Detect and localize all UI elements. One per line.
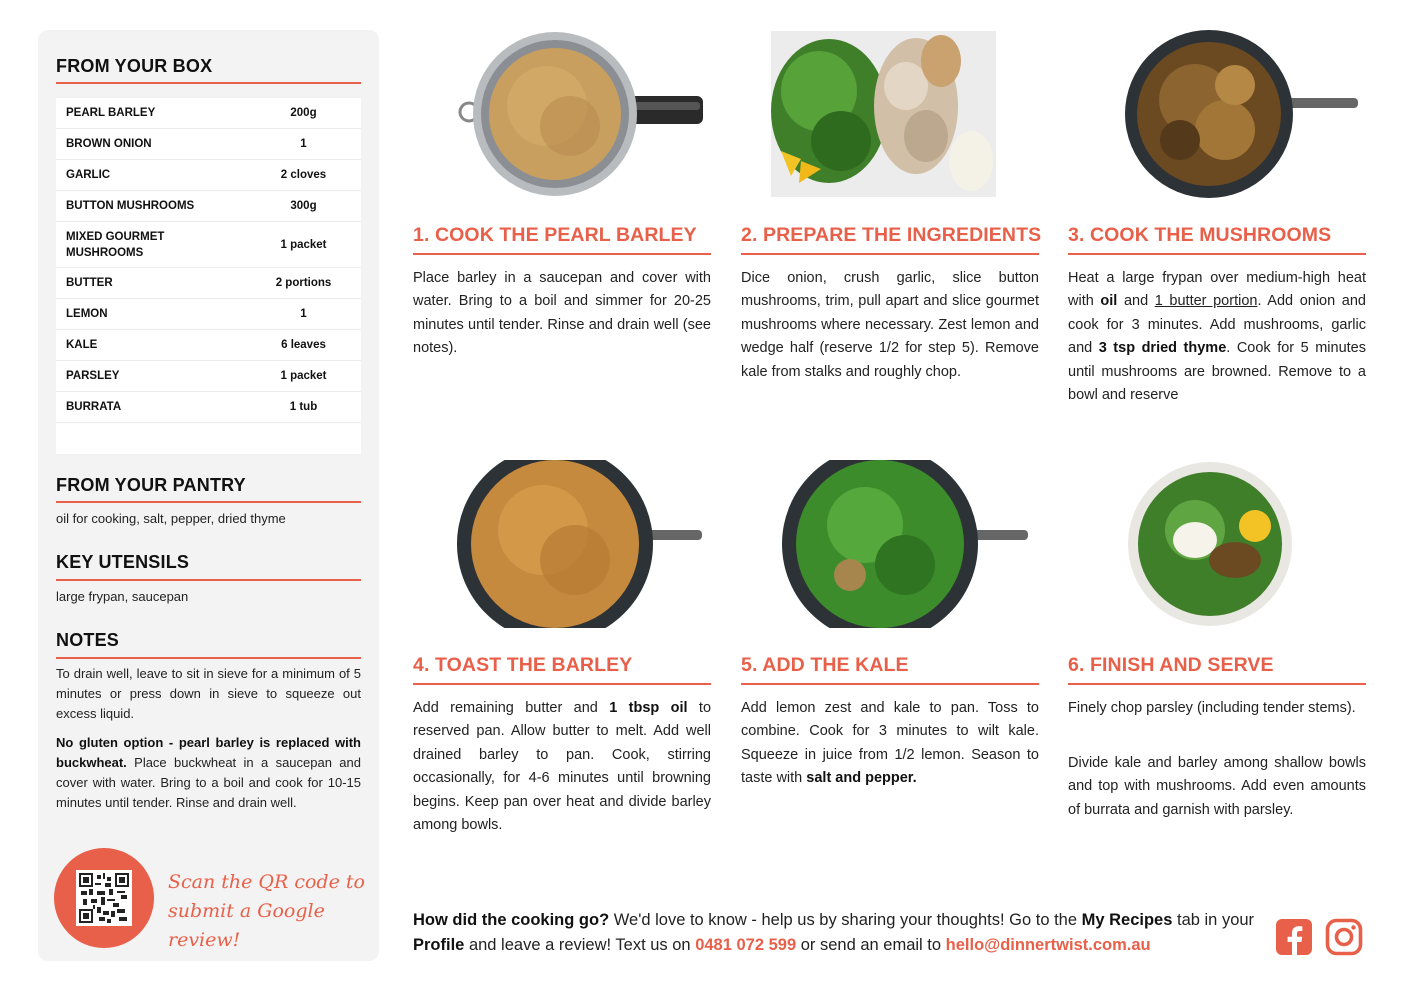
qr-caption-line: Scan the QR code to	[168, 871, 365, 893]
ingredient-name: GARLIC	[66, 169, 111, 181]
text-bold: oil	[1100, 293, 1118, 310]
utensils-title: KEY UTENSILS	[56, 552, 190, 572]
ingredient-qty: 2 cloves	[280, 169, 327, 181]
footer-question: How did the cooking go?	[413, 911, 610, 929]
facebook-icon[interactable]	[1275, 918, 1313, 956]
divider	[56, 579, 361, 581]
pantry-text: oil for cooking, salt, pepper, dried thyme	[56, 511, 286, 526]
step-2-title: 2. PREPARE THE INGREDIENTS	[741, 224, 1042, 246]
ingredient-name: MIXED GOURMET MUSHROOMS	[66, 230, 165, 259]
text-run: . Cook for 5 minutes until mushrooms are browned. Remove to a bowl and reserve	[1068, 340, 1366, 404]
pantry-title: FROM YOUR PANTRY	[56, 475, 246, 495]
text-run: Heat a large frypan over medium-high heat with	[1068, 270, 1366, 310]
ingredient-name: BROWN ONION	[66, 138, 152, 150]
notes-title: NOTES	[56, 630, 120, 650]
ingredient-qty: 1	[300, 308, 307, 320]
table-row	[56, 330, 361, 361]
table-row	[56, 392, 361, 423]
table-row	[56, 160, 361, 191]
divider	[413, 683, 711, 685]
qr-caption	[168, 868, 379, 955]
step-4-title: 4. TOAST THE BARLEY	[413, 654, 633, 676]
notes-rest: Place buckwheat in a saucepan and cover with water. Bring to a boil and cook for 10-15 minutes until tender. Rinse and drain well.	[56, 755, 361, 810]
step-1-image	[455, 30, 705, 198]
table-row	[56, 268, 361, 299]
divider	[1068, 253, 1366, 255]
step-2-image	[771, 31, 996, 197]
step-6-image	[1125, 460, 1295, 628]
ingredient-qty: 1	[300, 138, 307, 150]
ingredient-name: PARSLEY	[66, 370, 120, 382]
utensils-text: large frypan, saucepan	[56, 589, 189, 604]
text-run: Add remaining butter and	[413, 700, 610, 716]
text-run: Add lemon zest and kale to pan. Toss to combine. Cook for 3 minutes to wilt kale. Squeeze in juice from 1/2 lemon. Season to taste with	[741, 700, 1039, 787]
email-link[interactable]: hello@dinnertwist.com.au	[945, 936, 1151, 954]
ingredient-qty: 200g	[290, 107, 317, 119]
qr-caption-line: submit a Google review!	[168, 900, 325, 951]
ingredient-qty: 6 leaves	[281, 339, 326, 351]
notes-gluten-paragraph	[56, 733, 361, 813]
step-3-text	[1068, 267, 1366, 407]
instagram-icon[interactable]	[1325, 918, 1363, 956]
step-6-title: 6. FINISH AND SERVE	[1068, 654, 1274, 676]
qr-code-icon[interactable]	[76, 870, 132, 926]
ingredients-table	[56, 98, 361, 454]
ingredient-qty: 1 packet	[280, 370, 327, 382]
text-underline: 1 butter portion	[1154, 293, 1258, 310]
ingredient-name: PEARL BARLEY	[66, 107, 156, 119]
text-bold: 1 tbsp oil	[609, 700, 688, 716]
ingredient-name: BURRATA	[66, 401, 122, 413]
table-row	[56, 98, 361, 129]
step-6-text-2: Divide kale and barley among shallow bowls and top with mushrooms. Add even amounts of burrata and garnish with parsley.	[1068, 755, 1366, 818]
text-run: tab in your	[1172, 911, 1255, 929]
text-run: and	[1117, 293, 1155, 310]
my-recipes-link[interactable]: My Recipes	[1081, 911, 1173, 929]
text-run: or send an email to	[796, 936, 946, 954]
footer-message	[413, 908, 1263, 958]
text-run: to reserved pan. Allow butter to melt. Add well drained barley to pan. Cook, stirring occasionally, for 4-6 minutes until browning begins. Keep pan over heat and divide barley among bowls.	[413, 700, 712, 834]
text-bold: 3 tsp dried thyme	[1098, 340, 1227, 357]
from-box-title: FROM YOUR BOX	[56, 56, 213, 76]
text-run: and leave a review! Text us on	[464, 936, 696, 954]
ingredient-name: LEMON	[66, 308, 108, 320]
sidebar	[38, 30, 379, 961]
text-run: We'd love to know - help us by sharing your thoughts! Go to the	[609, 911, 1082, 929]
ingredient-qty: 2 portions	[275, 277, 332, 289]
table-row	[56, 191, 361, 222]
divider	[56, 501, 361, 503]
table-row	[56, 222, 361, 268]
ingredient-qty: 1 packet	[280, 238, 327, 251]
ingredient-name: BUTTER	[66, 277, 113, 289]
step-6-text: Finely chop parsley (including tender stems).	[1068, 700, 1356, 716]
ingredient-name: BUTTON MUSHROOMS	[66, 200, 195, 212]
divider	[1068, 683, 1366, 685]
step-4-text	[413, 697, 711, 837]
notes-paragraph: To drain well, leave to sit in sieve for a minimum of 5 minutes or press down in sieve to squeeze out excess liquid.	[56, 666, 361, 721]
divider	[56, 82, 361, 84]
step-2-text: Dice onion, crush garlic, slice button mushrooms, trim, pull apart and slice gourmet mushrooms where necessary. Zest lemon and wedge half (reserve 1/2 for step 5). Remove kale from stalks and roughly chop.	[741, 270, 1039, 380]
table-row	[56, 361, 361, 392]
step-1-title: 1. COOK THE PEARL BARLEY	[413, 224, 697, 246]
table-row	[56, 129, 361, 160]
step-3-title: 3. COOK THE MUSHROOMS	[1068, 224, 1332, 246]
divider	[741, 253, 1039, 255]
ingredient-qty: 1 tub	[289, 401, 318, 413]
notes-bold: No gluten option - pearl barley is replaced with buckwheat.	[56, 735, 361, 770]
ingredient-name: KALE	[66, 339, 98, 351]
step-1-text: Place barley in a saucepan and cover with water. Bring to a boil and simmer for 20-25 minutes until tender. Rinse and drain well (see notes).	[413, 270, 711, 357]
text-bold: salt and pepper.	[806, 770, 917, 787]
step-5-image	[780, 460, 1030, 628]
phone-link[interactable]: 0481 072 599	[695, 936, 797, 954]
ingredient-qty: 300g	[290, 200, 317, 212]
table-row	[56, 299, 361, 330]
step-5-text	[741, 697, 1039, 791]
divider	[56, 657, 361, 659]
divider	[413, 253, 711, 255]
profile-link[interactable]: Profile	[413, 936, 465, 954]
divider	[741, 683, 1039, 685]
step-4-image	[455, 460, 705, 628]
step-3-image	[1105, 30, 1361, 198]
step-5-title: 5. ADD THE KALE	[741, 654, 909, 676]
qr-badge[interactable]	[54, 848, 154, 948]
text-run: . Add onion and cook for 3 minutes. Add mushrooms, garlic and	[1068, 293, 1366, 357]
